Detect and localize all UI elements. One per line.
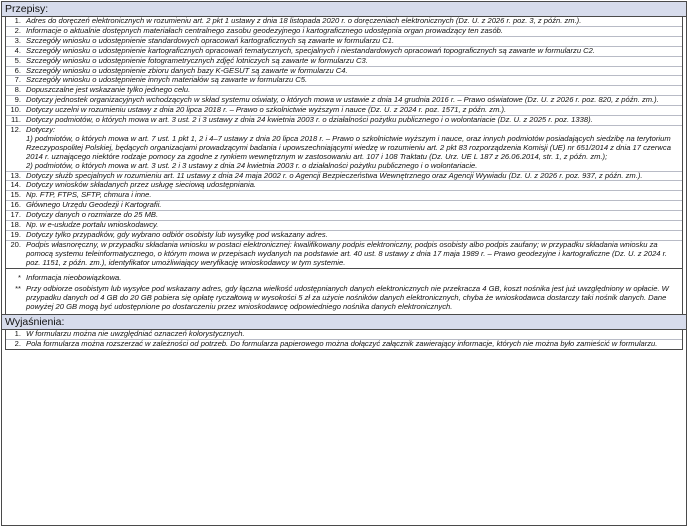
przepis-text: Dopuszczalne jest wskazanie tylko jednego celu. bbox=[26, 85, 191, 95]
przepis-text: Głównego Urzędu Geodezji i Kartografii. bbox=[26, 200, 162, 210]
przepis-number: 15. bbox=[10, 190, 21, 200]
przepis-number: 6. bbox=[14, 65, 21, 75]
przepis-text: Szczegóły wniosku o udostępnienie zbioru danych bazy K-GESUT są zawarte w formularzu C4. bbox=[26, 65, 348, 75]
wyjasnienie-row bbox=[6, 339, 682, 349]
przepis-text: Dotyczy uczelni w rozumieniu ustawy z dnia 20 lipca 2018 r. – Prawo o szkolnictwie wyższym i nauce (Dz. U. z 2024 r. poz. 1571, z późn. zm.). bbox=[26, 105, 507, 115]
przepis-number: 13. bbox=[10, 170, 21, 180]
footnote-mark: ** bbox=[15, 284, 21, 294]
przepis-text: Informacje o aktualnie dostępnych materiałach centralnego zasobu geodezyjnego i kartograficznego udostępnia organ prowadzący ten zasób. bbox=[26, 25, 504, 35]
przepis-line: Dotyczy: bbox=[26, 124, 56, 134]
przepis-number: 3. bbox=[14, 35, 21, 45]
wyjasnienie-row bbox=[6, 330, 682, 339]
przepisy-header: Przepisy: bbox=[2, 2, 686, 17]
przepis-row bbox=[6, 125, 682, 171]
przepis-row bbox=[6, 95, 682, 105]
przepis-number: 18. bbox=[10, 220, 21, 230]
przepis-text: Szczegóły wniosku o udostępnienie standardowych opracowań kartograficznych są zawarte w formularzu C1. bbox=[26, 35, 395, 45]
przepis-text: Podpis własnoręczny, w przypadku składania wniosku w postaci elektronicznej: kwalifikowany podpis elektroniczny, podpis osobisty albo podpis zaufany; w przypadku składania wniosku za pomocą systemu teleinformatycznego, o którym mowa w przepisach wydanych na podstawie art. 40 ust. 8 ustawy z dnia 17 maja 1989 r. – Prawo geodezyjne i kartograficzne (Dz. U. z 2024 r. poz. 1151, z późn. zm.), identyfikator umożliwiający weryfikację wnioskodawcy w tym systemie. bbox=[26, 239, 667, 267]
przepis-text: Dotyczy danych o rozmiarze do 25 MB. bbox=[26, 210, 159, 220]
przepis-number: 11. bbox=[11, 115, 21, 125]
przepis-text: Dotyczy podmiotów, o których mowa w art. 3 ust. 2 i 3 ustawy z dnia 24 kwietnia 2003 r. o działalności pożytku publicznego i o wolontariacie (Dz. U. z 2025 r. poz. 1338). bbox=[26, 115, 593, 125]
przepis-number: 19. bbox=[10, 229, 21, 239]
przepis-row bbox=[6, 115, 682, 125]
footnote-row bbox=[6, 282, 682, 312]
footnote-mark: * bbox=[18, 272, 21, 282]
wyjasnienie-number: 1. bbox=[14, 329, 21, 339]
przepis-row bbox=[6, 171, 682, 181]
przepisy-list bbox=[5, 17, 683, 269]
przepis-row bbox=[6, 210, 682, 220]
przepis-text: Adres do doręczeń elektronicznych w rozumieniu art. 2 pkt 1 ustawy z dnia 18 listopada 2020 r. o doręczeniach elektronicznych (Dz. U. z 2026 r. poz. 3, z późn. zm.). bbox=[26, 16, 582, 25]
przepis-text bbox=[26, 126, 682, 171]
przepis-row bbox=[6, 46, 682, 56]
przepis-text: Dotyczy służb specjalnych w rozumieniu art. 11 ustawy z dnia 24 maja 2002 r. o Agencji Bezpieczeństwa Wewnętrznego oraz Agencji Wywiadu (Dz. U. z 2026 r. poz. 937, z późn. zm.). bbox=[26, 170, 643, 180]
przepis-number: 2. bbox=[14, 25, 21, 35]
przepis-row bbox=[6, 75, 682, 85]
przepis-number: 10. bbox=[10, 105, 21, 115]
wyjasnienie-text: W formularzu można nie uwzględniać oznaczeń kolorystycznych. bbox=[26, 329, 245, 339]
przepis-row bbox=[6, 17, 682, 26]
przepis-number: 12. bbox=[10, 124, 21, 134]
przepis-number: 7. bbox=[14, 75, 21, 85]
przepis-number: 5. bbox=[14, 55, 21, 65]
przepis-row bbox=[6, 200, 682, 210]
footnotes-block bbox=[5, 269, 683, 315]
przepis-number: 8. bbox=[14, 85, 21, 95]
przepis-text: Szczegóły wniosku o udostępnienie innych materiałów są zawarte w formularzu C5. bbox=[26, 75, 308, 85]
wyjasnienia-header: Wyjaśnienia: bbox=[2, 314, 686, 330]
przepis-number: 9. bbox=[14, 95, 21, 105]
footnote-text: Przy odbiorze osobistym lub wysyłce pod wskazany adres, gdy łączna wielkość udostępnianych danych elektronicznych nie przekracza 4 GB, koszt nośnika jest już uwzględniony w opłacie. W przypadku danych od 4 GB do 20 GB pobiera się opłatę ryczałtową w wysokości 5 zł za użycie nośników danych elektronicznych, chyba że wnioskodawca dostarczy taki nośnik danych. Dane powyżej 20 GB mogą być udostępnione po dostarczeniu przez wnioskodawcę odpowiedniego nośnika danych elektronicznych. bbox=[26, 284, 669, 312]
przepis-row bbox=[6, 230, 682, 240]
przepis-number: 17. bbox=[10, 210, 21, 220]
footnote-row bbox=[6, 271, 682, 283]
wyjasnienie-number: 2. bbox=[14, 339, 21, 349]
przepis-text: Dotyczy tylko przypadków, gdy wybrano odbiór osobisty lub wysyłkę pod wskazany adres. bbox=[26, 229, 328, 239]
przepis-row bbox=[6, 66, 682, 76]
przepis-row bbox=[6, 56, 682, 66]
przepis-line: 1) podmiotów, o których mowa w art. 7 ust. 1 pkt 1, 2 i 4–7 ustawy z dnia 20 lipca 2018 r. – Prawo o szkolnictwie wyższym i nauce, oraz innych podmiotów posiadających siedzibę na terytorium Rzeczypospolitej Polskiej, będących organizacjami prowadzącymi badania i upowszechniającymi wiedzę w rozumieniu art. 2 pkt 83 rozporządzenia Komisji (UE) nr 651/2014 z dnia 17 czerwca 2014 r. uznającego niektóre rodzaje pomocy za zgodne z rynkiem wewnętrznym w zastosowaniu art. 107 i 108 Traktatu (Dz. Urz. UE L 187 z 26.06.2014, str. 1, z późn. zm.); bbox=[26, 133, 671, 161]
przepis-row bbox=[6, 190, 682, 200]
przepis-row bbox=[6, 36, 682, 46]
przepis-number: 1. bbox=[14, 16, 21, 25]
przepis-text: Np. w e-usłudze portalu wnioskodawcy. bbox=[26, 220, 159, 230]
przepis-number: 20. bbox=[10, 239, 21, 249]
przepis-text: Dotyczy jednostek organizacyjnych wchodzących w skład systemu oświaty, o których mowa w ustawie z dnia 14 grudnia 2016 r. – Prawo oświatowe (Dz. U. z 2026 r. poz. 820, z późn. zm.). bbox=[26, 95, 659, 105]
przepis-row bbox=[6, 105, 682, 115]
przepis-text: Np. FTP, FTPS, SFTP, chmura i inne. bbox=[26, 190, 152, 200]
przepis-number: 16. bbox=[10, 200, 21, 210]
footnote-text: Informacja nieobowiązkowa. bbox=[26, 272, 122, 282]
przepis-line: 2) podmiotów, o których mowa w art. 3 ust. 2 i 3 ustawy z dnia 24 kwietnia 2003 r. o działalności pożytku publicznego i o wolontariacie. bbox=[26, 160, 478, 170]
wyjasnienia-list bbox=[5, 330, 683, 350]
przepis-row bbox=[6, 85, 682, 95]
przepis-row bbox=[6, 220, 682, 230]
wyjasnienie-text: Pola formularza można rozszerzać w zależności od potrzeb. Do formularza papierowego można dołączyć załącznik zawierający informacje, których nie można było zamieścić w formularzu. bbox=[26, 339, 658, 349]
przepis-text: Szczegóły wniosku o udostępnienie kartograficznych opracowań tematycznych, specjalnych i niestandardowych opracowań topograficznych są zawarte w formularzu C2. bbox=[26, 45, 595, 55]
przepis-text: Szczegóły wniosku o udostępnienie fotogrametrycznych zdjęć lotniczych są zawarte w formularzu C3. bbox=[26, 55, 368, 65]
przepis-number: 4. bbox=[14, 45, 21, 55]
przepis-number: 14. bbox=[10, 180, 21, 190]
przepis-row bbox=[6, 240, 682, 268]
przepis-text: Dotyczy wniosków składanych przez usługę sieciową udostępniania. bbox=[26, 180, 257, 190]
przepis-row bbox=[6, 180, 682, 190]
instructions-page bbox=[1, 1, 687, 526]
przepis-row bbox=[6, 26, 682, 36]
